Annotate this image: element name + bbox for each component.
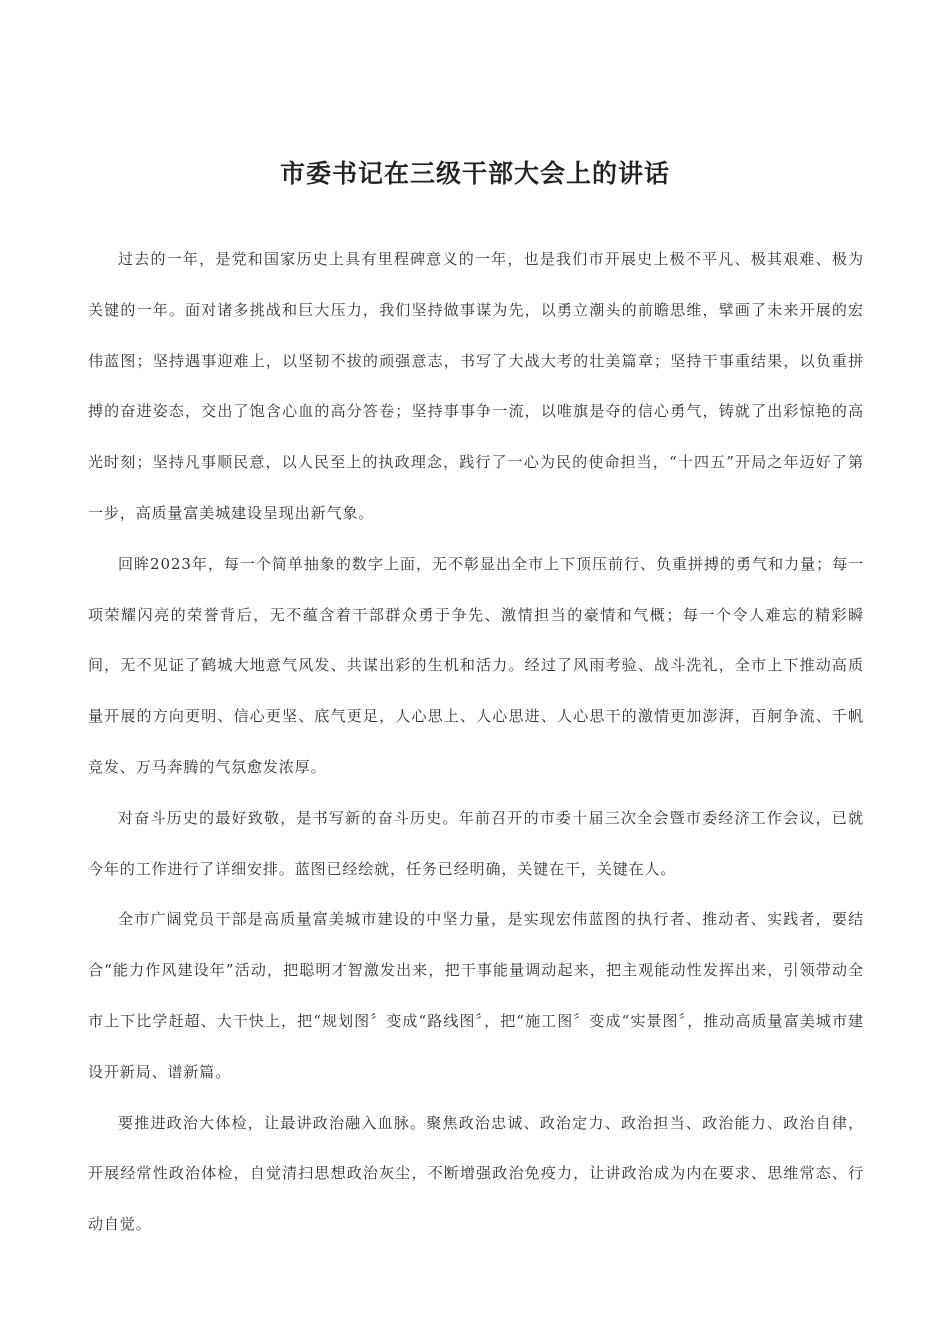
paragraph-3: 对奋斗历史的最好致敬，是书写新的奋斗历史。年前召开的市委十届三次全会暨市委经济工作会议，已就今年的工作进行了详细安排。蓝图已经绘就，任务已经明确，关键在干，关键在人。	[88, 808, 864, 878]
paragraph-2: 回眸2023年，每一个简单抽象的数字上面，无不彰显出全市上下顶压前行、负重拼搏的勇气和力量；每一项荣耀闪亮的荣誉背后，无不蕴含着干部群众勇于争先、激情担当的豪情和气概；每一个令人难忘的精彩瞬间，无不见证了鹤城大地意气风发、共谋出彩的生机和活力。经过了风雨考验、战斗洗礼，全市上下推动高质量开展的方向更明、信心更坚、底气更足，人心思上、人心思进、人心思干的激情更加澎湃，百舸争流、千帆竞发、万马奔腾的气氛愈发浓厚。	[88, 554, 864, 776]
document-title: 市委书记在三级干部大会上的讲话	[279, 159, 670, 188]
document-body	[88, 234, 864, 1250]
paragraph-5: 要推进政治大体检，让最讲政治融入血脉。聚焦政治忠诚、政治定力、政治担当、政治能力、政治自律，开展经常性政治体检，自觉清扫思想政治灰尘，不断增强政治免疫力，让讲政治成为内在要求、思维常态、行动自觉。	[88, 1113, 864, 1234]
paragraph-4: 全市广阔党员干部是高质量富美城市建设的中坚力量，是实现宏伟蓝图的执行者、推动者、实践者，要结合“能力作风建设年”活动，把聪明才智激发出来，把干事能量调动起来，把主观能动性发挥出来，引领带动全市上下比学赶超、大干快上，把“规划图〞变成“路线图〞，把“施工图〞变成“实景图〞，推动高质量富美城市建设开新局、谱新篇。	[88, 910, 864, 1081]
paragraph-1: 过去的一年，是党和国家历史上具有里程碑意义的一年，也是我们市开展史上极不平凡、极其艰难、极为关键的一年。面对诸多挑战和巨大压力，我们坚持做事谋为先，以勇立潮头的前瞻思维，擘画了未来开展的宏伟蓝图；坚持遇事迎难上，以坚韧不拔的顽强意志，书写了大战大考的壮美篇章；坚持干事重结果，以负重拼搏的奋进姿态，交出了饱含心血的高分答卷；坚持事事争一流，以唯旗是夺的信心勇气，铸就了出彩惊艳的高光时刻；坚持凡事顺民意，以人民至上的执政理念，践行了一心为民的使命担当，“十四五”开局之年迈好了第一步，高质量富美城建设呈现出新气象。	[88, 250, 864, 522]
